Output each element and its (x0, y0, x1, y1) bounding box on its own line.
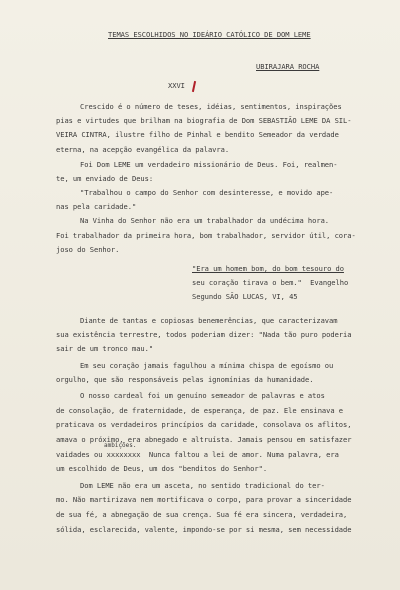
body-line: Foi trabalhador da primeira hora, bom trabalhador, servidor útil, cora- (56, 231, 356, 240)
body-line: eterna, na acepção evangélica da palavra. (56, 145, 230, 154)
body-line: praticava os verdadeiros princípios da caridade, consolava os aflitos, (56, 420, 352, 429)
body-line: nas pela caridade." (56, 202, 137, 211)
quote-line: seu coração tirava o bem." Evangelho (192, 278, 349, 287)
body-line: de consolação, de fraternidade, de esperança, de paz. Ele ensinava e (56, 406, 344, 415)
body-line: orgulho, que são responsáveis pelas ignomínias da humanidade. (56, 375, 314, 384)
body-line: de sua fé, a abnegação de sua crença. Sua fé era sincera, verdadeira, (56, 510, 348, 519)
body-line: O nosso cardeal foi um genuíno semeador de palavras e atos (80, 391, 325, 400)
quote-reference: Segundo SÃO LUCAS, VI, 45 (192, 292, 298, 301)
body-line: Diante de tantas e copiosas benemerências, que caracterizavam (80, 316, 338, 325)
section-number: XXVI (168, 81, 185, 90)
body-line: Dom LEME não era um asceta, no sentido tradicional do ter- (80, 481, 325, 490)
body-line: Crescido é o número de teses, idéias, sentimentos, inspirações (80, 102, 342, 111)
body-line: um escolhido de Deus, um dos "benditos do Senhor". (56, 464, 268, 473)
body-line: sair de um tronco mau." (56, 344, 154, 353)
author-name: UBIRAJARA ROCHA (256, 62, 320, 71)
body-line: sua existência terrestre, todos poderiam dizer: "Nada tão puro poderia (56, 330, 352, 339)
body-line: amava o próximo, era abnegado e altruísta. Jamais pensou em satisfazer (56, 435, 352, 444)
handwritten-mark (192, 81, 196, 92)
document-title: TEMAS ESCOLHIDOS NO IDEÁRIO CATÓLICO DE DOM LEME (108, 30, 311, 39)
body-line: mo. Não martirizava nem mortificava o corpo, para provar a sinceridade (56, 495, 352, 504)
body-line: Na Vinha do Senhor não era um trabalhador da undécima hora. (80, 216, 330, 225)
body-line: sólida, esclarecida, valente, impondo-se por si mesma, sem necessidade (56, 525, 352, 534)
body-line: joso do Senhor. (56, 245, 120, 254)
interlinear-insertion: ambições. (104, 442, 137, 449)
body-line: vaidades ou xxxxxxxx Nunca faltou a lei de amor. Numa palavra, era (56, 450, 339, 459)
body-line: Foi Dom LEME um verdadeiro missionário de Deus. Foi, realmen- (80, 160, 338, 169)
body-line: pias e virtudes que brilham na biografia de Dom SEBASTIÃO LEME DA SIL- (56, 116, 352, 125)
body-line: Em seu coração jamais fagulhou a mínima chispa de egoísmo ou (80, 361, 334, 370)
body-line: "Trabalhou o campo do Senhor com desinteresse, e movido ape- (80, 188, 334, 197)
body-line: te, um enviado de Deus: (56, 174, 154, 183)
quote-line: "Era um homem bom, do bom tesouro do (192, 264, 344, 273)
body-line: VEIRA CINTRA, ilustre filho de Pinhal e bendito Semeador da verdade (56, 130, 339, 139)
